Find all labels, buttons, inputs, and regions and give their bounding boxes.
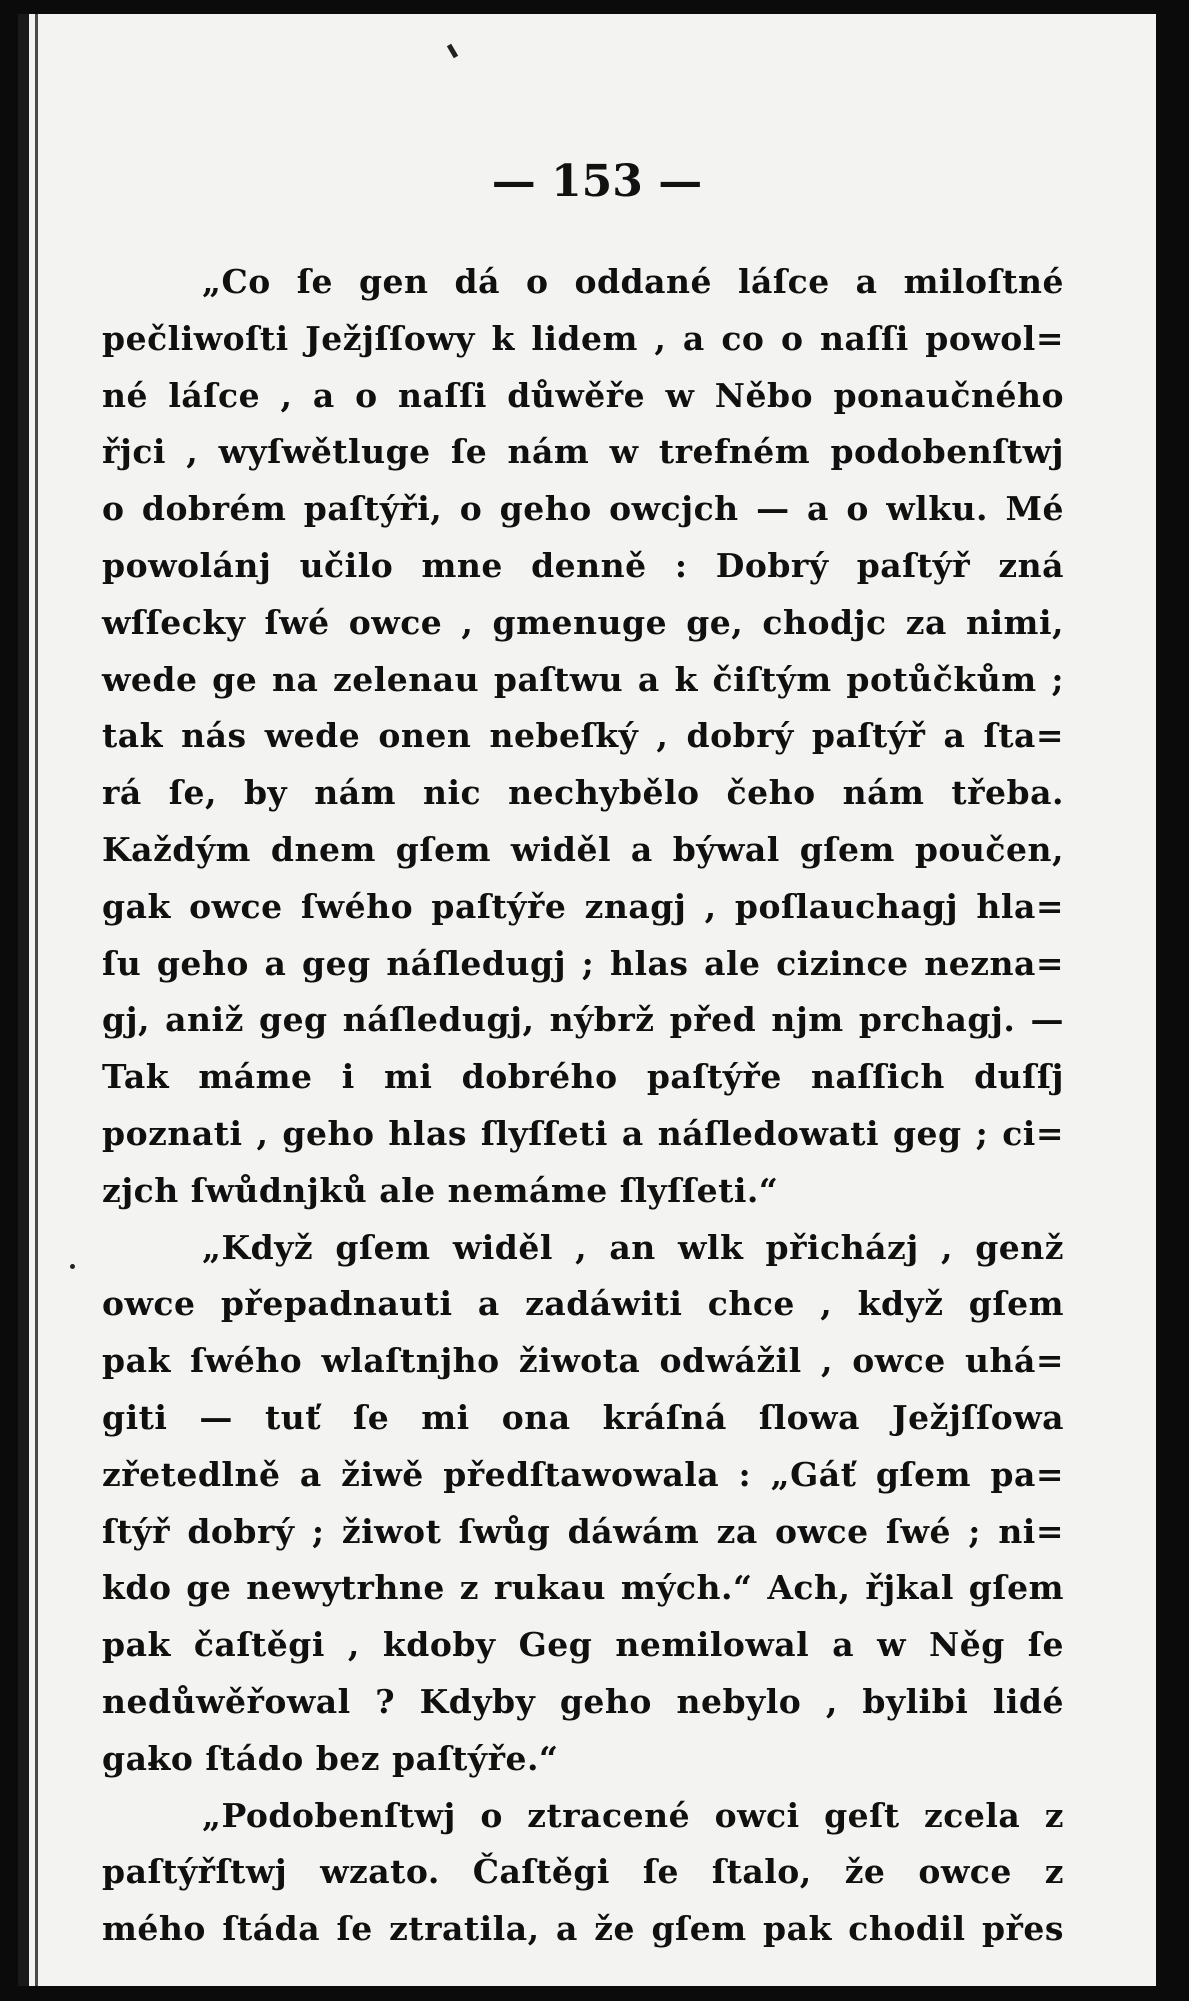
text-line: mého ſtáda ſe ztratila, a že gſem pak chodil přes <box>102 1909 1064 1949</box>
text-line: wſſecky ſwé owce , gmenuge ge, chodjc za nimi, <box>102 602 1064 642</box>
text-line: Každým dnem gſem widěl a býwal gſem poučen, <box>102 829 1064 869</box>
text-line: gak owce ſwého paſtýře znagj , poſlauchagj hla= <box>102 886 1064 926</box>
text-line: nedůwěřowal ? Kdyby geho nebylo , bylibi lidé <box>102 1681 1064 1721</box>
text-line: wede ge na zelenau paſtwu a k čiſtým potůčkům ; <box>102 659 1064 699</box>
ink-speck <box>70 1264 75 1269</box>
text-line: zřetedlně a žiwě předſtawowala : „Gáť gſem pa= <box>102 1454 1064 1494</box>
left-edge-thin-rule <box>35 14 38 1986</box>
text-line: „Co ſe gen dá o oddané láſce a miloſtné <box>202 262 1064 301</box>
text-line: né láſce , a o naſſi důwěře w Něbo ponaučného <box>102 375 1064 415</box>
text-line: owce přepadnauti a zadáwiti chce , když gſem <box>102 1284 1064 1324</box>
text-line: ſtýř dobrý ; žiwot ſwůg dáwám za owce ſwé ; ni= <box>102 1511 1064 1551</box>
text-line: gj, aniž geg náſledugj, nýbrž před njm prchagj. — <box>102 1000 1064 1040</box>
text-line: „Podobenſtwj o ztracené owci geſt zcela z <box>202 1795 1064 1835</box>
text-line: pak čaſtěgi , kdoby Geg nemilowal a w Něg ſe <box>102 1625 1064 1665</box>
text-line: kdo ge newytrhne z rukau mých.“ Ach, řjkal gſem <box>102 1568 1064 1608</box>
text-line: ſu geho a geg náſledugj ; hlas ale cizince nezna= <box>102 943 1064 983</box>
text-line: rá ſe, by nám nic nechybělo čeho nám třeba. <box>102 773 1064 813</box>
text-line: řjci , wyſwětluge ſe nám w trefném podobenſtwj <box>102 432 1064 472</box>
text-line: tak nás wede onen nebeſký , dobrý paſtýř a ſta= <box>102 716 1064 756</box>
text-line: „Když gſem widěl , an wlk přicházj , genž <box>202 1227 1064 1267</box>
text-line: paſtýřſtwj wzato. Čaſtěgi ſe ſtalo, že owce z <box>102 1852 1064 1892</box>
text-line: pak ſwého wlaſtnjho žiwota odwážil , owce uhá= <box>102 1341 1064 1381</box>
page-number: — 153 — <box>491 156 703 207</box>
text-line: Tak máme i mi dobrého paſtýře naſſich duſſj <box>102 1057 1064 1097</box>
body-text <box>102 254 1064 1958</box>
text-line: poznati , geho hlas ſlyſſeti a náſledowati geg ; ci= <box>102 1113 1064 1153</box>
book-page <box>18 14 1156 1986</box>
text-line: pečliwoſti Ježjſſowy k lidem , a co o naſſi powol= <box>102 318 1064 358</box>
text-line: gako ſtádo bez paſtýře.“ <box>102 1738 559 1778</box>
ink-speck <box>447 44 458 59</box>
text-line: zjch ſwůdnjků ale nemáme ſlyſſeti.“ <box>102 1170 779 1210</box>
text-line: o dobrém paſtýři, o geho owcjch — a o wlku. Mé <box>102 489 1064 529</box>
text-line: powolánj učilo mne denně : Dobrý paſtýř zná <box>102 545 1064 585</box>
left-edge-rule <box>18 14 29 1986</box>
text-line: giti — tuť ſe mi ona kráſná ſlowa Ježjſſowa <box>102 1397 1064 1437</box>
